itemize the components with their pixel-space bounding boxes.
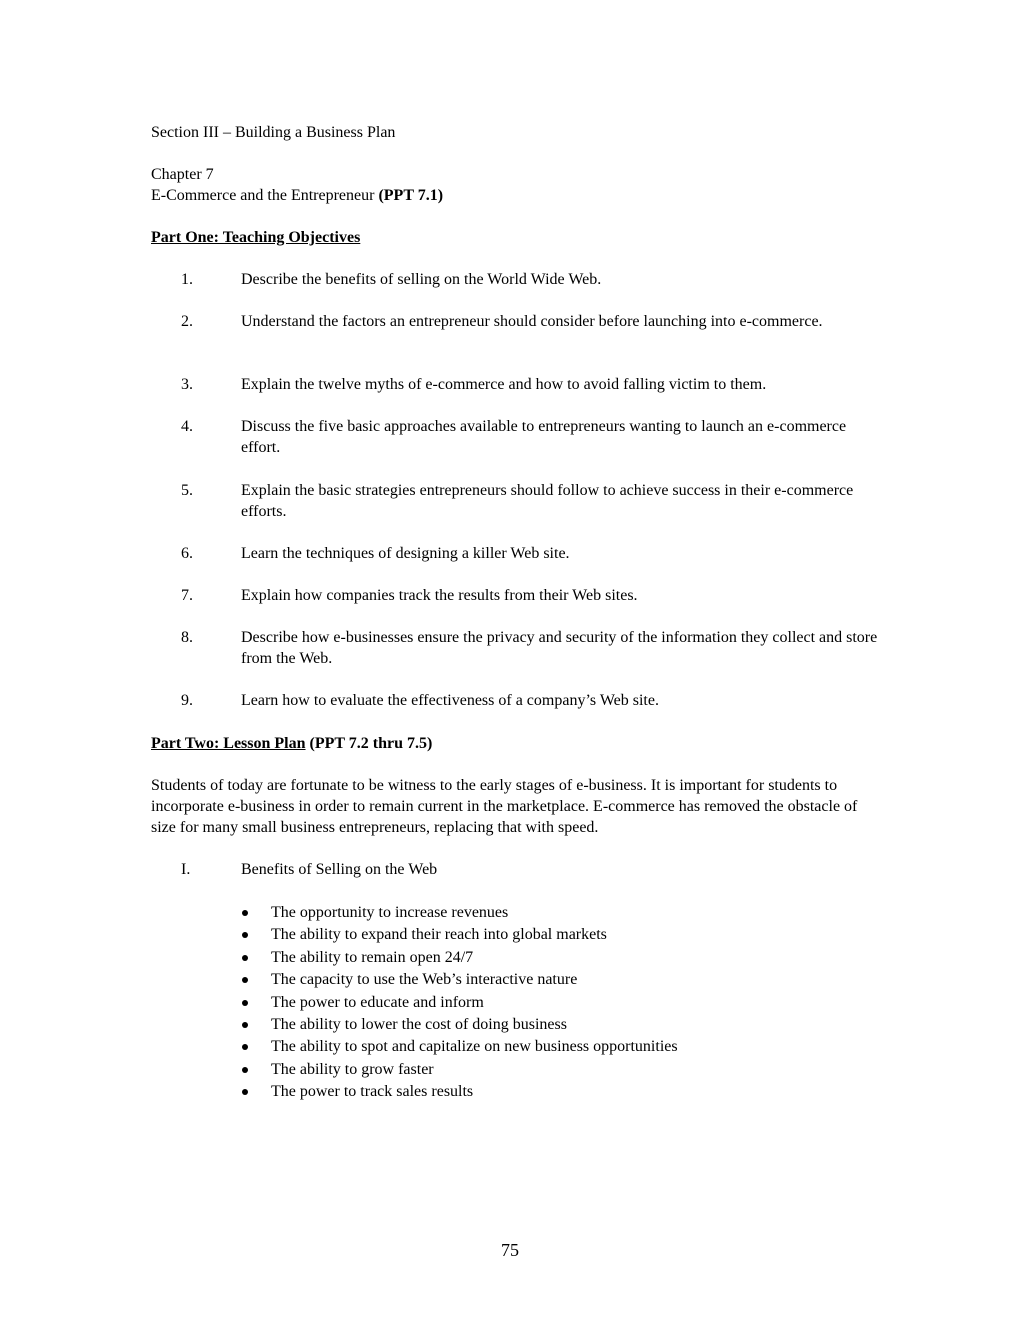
part-two-heading: Part Two: Lesson Plan [151,735,306,752]
list-item-text: The ability to lower the cost of doing business [271,1015,567,1033]
objective-number: 3. [181,376,193,393]
objective-text: Learn how to evaluate the effectiveness of a company’s Web site. [241,692,659,709]
part-two-ppt-ref: (PPT 7.2 thru 7.5) [309,735,433,752]
bullet-icon [242,1067,248,1073]
objective-text: Explain how companies track the results from their Web sites. [241,587,638,604]
objective-number: 9. [181,692,193,709]
objective-number: 8. [181,629,193,646]
part-two-heading-line [151,733,432,754]
objective-text: Describe how e-businesses ensure the privacy and security of the information they collect and store from the Web. [241,629,878,667]
objective-number: 1. [181,271,193,288]
bullet-icon [242,1022,248,1028]
chapter-number: Chapter 7 [151,166,214,183]
bullet-icon [242,955,248,961]
bullet-icon [242,932,248,938]
objective-text: Discuss the five basic approaches available to entrepreneurs wanting to launch an e-commerce effort. [241,418,847,456]
bullet-icon [242,977,248,983]
objective-number: 6. [181,545,193,562]
part-one-heading: Part One: Teaching Objectives [151,229,361,246]
list-item-text: The ability to expand their reach into global markets [271,926,607,944]
bullet-icon [242,1044,248,1050]
objective-text: Explain the basic strategies entrepreneurs should follow to achieve success in their e-commerce efforts. [241,482,854,520]
objective-text: Describe the benefits of selling on the World Wide Web. [241,271,602,288]
lesson-intro-paragraph: Students of today are fortunate to be witness to the early stages of e-business. It is important for students to incorporate e-business in order to remain current in the marketplace. E-commerce has removed the obstacle of size for many small business entrepreneurs, replacing that with speed. [151,777,858,836]
list-item-text: The power to educate and inform [271,993,484,1011]
bullet-icon [242,910,248,916]
list-item-text: The ability to grow faster [271,1060,434,1078]
objective-number: 2. [181,313,193,330]
chapter-title-line [151,185,443,206]
objective-number: 4. [181,418,193,435]
page-number: 75 [501,1240,519,1260]
chapter-title: E-Commerce and the Entrepreneur [151,187,375,204]
objective-number: 5. [181,482,193,499]
list-item-text: The power to track sales results [271,1083,474,1101]
section-title: Section III – Building a Business Plan [151,124,396,141]
list-item-text: The ability to spot and capitalize on new business opportunities [271,1038,678,1056]
bullet-icon [242,1089,248,1095]
objective-number: 7. [181,587,193,604]
chapter-ppt-ref: (PPT 7.1) [378,187,444,204]
objective-text: Explain the twelve myths of e-commerce and how to avoid falling victim to them. [241,376,767,393]
bullet-icon [242,1000,248,1006]
list-item-text: The ability to remain open 24/7 [271,948,474,966]
list-item-text: The capacity to use the Web’s interactive nature [271,971,578,989]
objective-text: Learn the techniques of designing a killer Web site. [241,545,570,562]
outline-title: Benefits of Selling on the Web [241,861,438,878]
objective-text: Understand the factors an entrepreneur should consider before launching into e-commerce. [241,313,823,330]
list-item-text: The opportunity to increase revenues [271,904,509,921]
outline-numeral: I. [181,861,191,878]
